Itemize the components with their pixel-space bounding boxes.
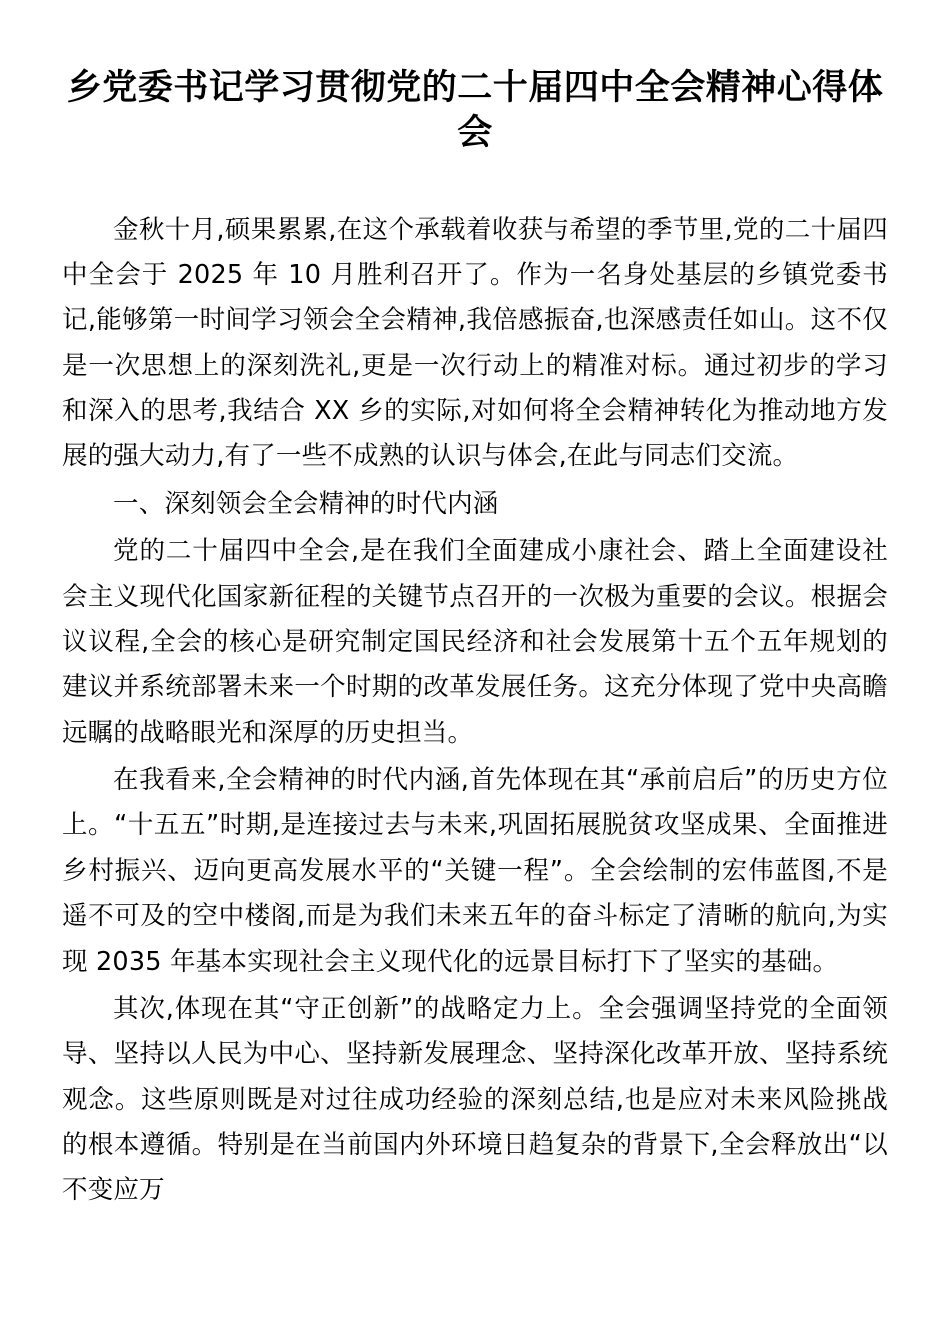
paragraph-section-one-b: 在我看来,全会精神的时代内涵,首先体现在其“承前启后”的历史方位上。“十五五”时期,是连接过去与未来,巩固拓展脱贫攻坚成果、全面推进乡村振兴、迈向更高发展水平的“关键一程”。全会绘制的宏伟蓝图,不是遥不可及的空中楼阁,而是为我们未来五年的奋斗标定了清晰的航向,为实现 2035 年基本实现社会主义现代化的远景目标打下了坚实的基础。: [62, 765, 888, 977]
paragraph-section-one-c: 其次,体现在其“守正创新”的战略定力上。全会强调坚持党的全面领导、坚持以人民为中心、坚持新发展理念、坚持深化改革开放、坚持系统观念。这些原则既是对过往成功经验的深刻总结,也是应对未来风险挑战的根本遵循。特别是在当前国内外环境日趋复杂的背景下,全会释放出“以不变应万: [62, 993, 888, 1206]
paragraph-section-one-a: 党的二十届四中全会,是在我们全面建成小康社会、踏上全面建设社会主义现代化国家新征程的关键节点召开的一次极为重要的会议。根据会议议程,全会的核心是研究制定国民经济和社会发展第十五个五年规划的建议并系统部署未来一个时期的改革发展任务。这充分体现了党中央高瞻远瞩的战略眼光和深厚的历史担当。: [62, 536, 888, 748]
paragraph-intro: 金秋十月,硕果累累,在这个承载着收获与希望的季节里,党的二十届四中全会于 2025 年 10 月胜利召开了。作为一名身处基层的乡镇党委书记,能够第一时间学习领会全会精神,我倍感振奋,也深感责任如山。这不仅是一次思想上的深刻洗礼,更是一次行动上的精准对标。通过初步的学习和深入的思考,我结合 XX 乡的实际,对如何将全会精神转化为推动地方发展的强大动力,有了一些不成熟的认识与体会,在此与同志们交流。: [62, 214, 888, 472]
page-title: 乡党委书记学习贯彻党的二十届四中全会精神心得体会: [66, 68, 884, 153]
document-body: [62, 208, 888, 1214]
section-heading-one: 一、深刻领会全会精神的时代内涵: [113, 488, 499, 519]
